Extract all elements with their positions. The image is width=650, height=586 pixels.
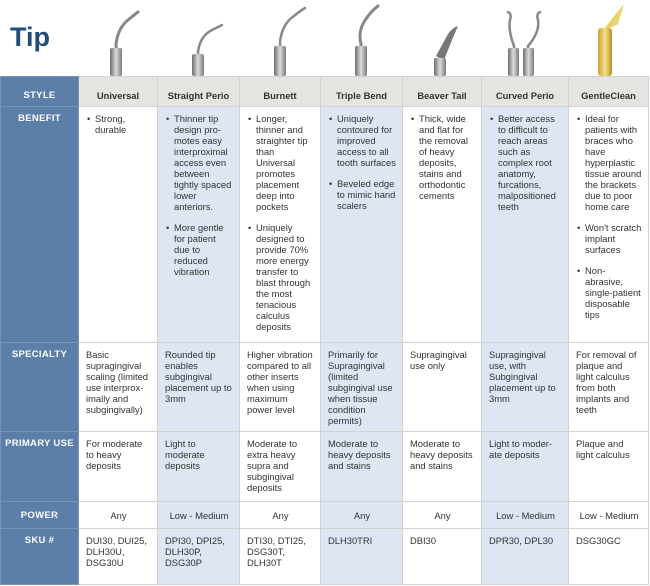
benefit-cell <box>482 107 569 343</box>
primary-use-row <box>1 432 649 502</box>
benefit-item: • Longer, thinner and straighter tip than Universal promotes placement deep into pockets <box>256 113 314 212</box>
specialty-cell: Primarily for Supragingival (limited subgingival use when tissue condition permits) <box>321 343 403 432</box>
sku-cell: DLH30TRI <box>321 529 403 585</box>
sku-cell: DTI30, DTI25, DSG30T, DLH30T <box>240 529 321 585</box>
burnett-tip-icon <box>274 8 305 76</box>
benefit-row <box>1 107 649 343</box>
specialty-cell: For removal of plaque and light calculus from both implants and teeth <box>569 343 649 432</box>
benefit-cell <box>158 107 240 343</box>
style-row <box>1 77 649 107</box>
tip-illustrations <box>0 0 650 76</box>
comparison-table <box>0 76 649 585</box>
column-header: Triple Bend <box>321 77 403 107</box>
column-header: Universal <box>79 77 158 107</box>
benefit-cell <box>321 107 403 343</box>
benefit-item: • Non-abrasive, single-patient disposable tips <box>585 265 642 320</box>
row-header-benefit: BENEFIT <box>1 107 79 343</box>
sku-row <box>1 529 649 585</box>
beaver-tail-tip-icon <box>434 26 458 76</box>
specialty-row <box>1 343 649 432</box>
benefit-item: • Strong, durable <box>95 113 151 135</box>
sku-cell: DSG30GC <box>569 529 649 585</box>
benefit-item: • Uniquely contoured for improved access to all tooth surfaces <box>337 113 396 168</box>
row-header-sku: SKU # <box>1 529 79 585</box>
power-cell: Any <box>240 502 321 529</box>
primary-use-cell: Light to moder-ate deposits <box>482 432 569 502</box>
column-header: Beaver Tail <box>403 77 482 107</box>
primary-use-cell: Moderate to extra heavy supra and subgingival deposits <box>240 432 321 502</box>
curved-perio-tip-icon <box>508 12 540 76</box>
power-cell: Low - Medium <box>158 502 240 529</box>
primary-use-cell: Moderate to heavy deposits and stains <box>321 432 403 502</box>
primary-use-cell: Moderate to heavy deposits and stains <box>403 432 482 502</box>
specialty-cell: Higher vibration compared to all other inserts when using maximum power level <box>240 343 321 432</box>
page-title: Tip <box>10 22 50 52</box>
power-cell: Any <box>321 502 403 529</box>
specialty-cell: Rounded tip enables subgingival placement up to 3mm <box>158 343 240 432</box>
power-cell: Any <box>79 502 158 529</box>
primary-use-cell: Light to moderate deposits <box>158 432 240 502</box>
column-header: Curved Perio <box>482 77 569 107</box>
row-header-power: POWER <box>1 502 79 529</box>
sku-cell: DPI30, DPI25, DLH30P, DSG30P <box>158 529 240 585</box>
primary-use-cell: Plaque and light calculus <box>569 432 649 502</box>
sku-cell: DBI30 <box>403 529 482 585</box>
power-cell: Any <box>403 502 482 529</box>
power-row <box>1 502 649 529</box>
column-header: Straight Perio <box>158 77 240 107</box>
specialty-cell: Supragingival use, with Subgingival placement up to 3mm <box>482 343 569 432</box>
benefit-item: • Ideal for patients with braces who have hyperplastic tissue around the brackets due to poor home care <box>585 113 642 212</box>
triple-bend-tip-icon <box>355 6 378 76</box>
gentleclean-tip-icon <box>598 4 624 76</box>
benefit-item: • Better access to difficult to reach areas such as complex root anatomy, furcations, malpositioned teeth <box>498 113 562 212</box>
column-header: GentleClean <box>569 77 649 107</box>
primary-use-cell: For moderate to heavy deposits <box>79 432 158 502</box>
specialty-cell: Supragingival use only <box>403 343 482 432</box>
benefit-cell <box>79 107 158 343</box>
benefit-cell <box>240 107 321 343</box>
sku-cell: DPR30, DPL30 <box>482 529 569 585</box>
benefit-item: • Uniquely designed to provide 70% more energy transfer to blast through the most tenacious calculus deposits <box>256 222 314 332</box>
sku-cell: DUI30, DUI25, DLH30U, DSG30U <box>79 529 158 585</box>
benefit-item: • Thick, wide and flat for the removal of heavy deposits, stains and orthodontic cements <box>419 113 475 201</box>
power-cell: Low - Medium <box>482 502 569 529</box>
benefit-item: • More gentle for patient due to reduced vibration <box>174 222 233 277</box>
benefit-cell <box>569 107 649 343</box>
universal-tip-icon <box>110 12 138 76</box>
benefit-item: • Won't scratch implant surfaces <box>585 222 642 255</box>
straight-perio-tip-icon <box>192 25 222 76</box>
benefit-item: • Thinner tip design pro-motes easy interproximal access even between tightly spaced lower anteriors. <box>174 113 233 212</box>
row-header-style: STYLE <box>1 77 79 107</box>
power-cell: Low - Medium <box>569 502 649 529</box>
column-header: Burnett <box>240 77 321 107</box>
benefit-item: • Beveled edge to mimic hand scalers <box>337 178 396 211</box>
benefit-cell <box>403 107 482 343</box>
row-header-primary-use: PRIMARY USE <box>1 432 79 502</box>
specialty-cell: Basic supragingival scaling (limited use interprox-imally and subgingivally) <box>79 343 158 432</box>
row-header-specialty: SPECIALTY <box>1 343 79 432</box>
